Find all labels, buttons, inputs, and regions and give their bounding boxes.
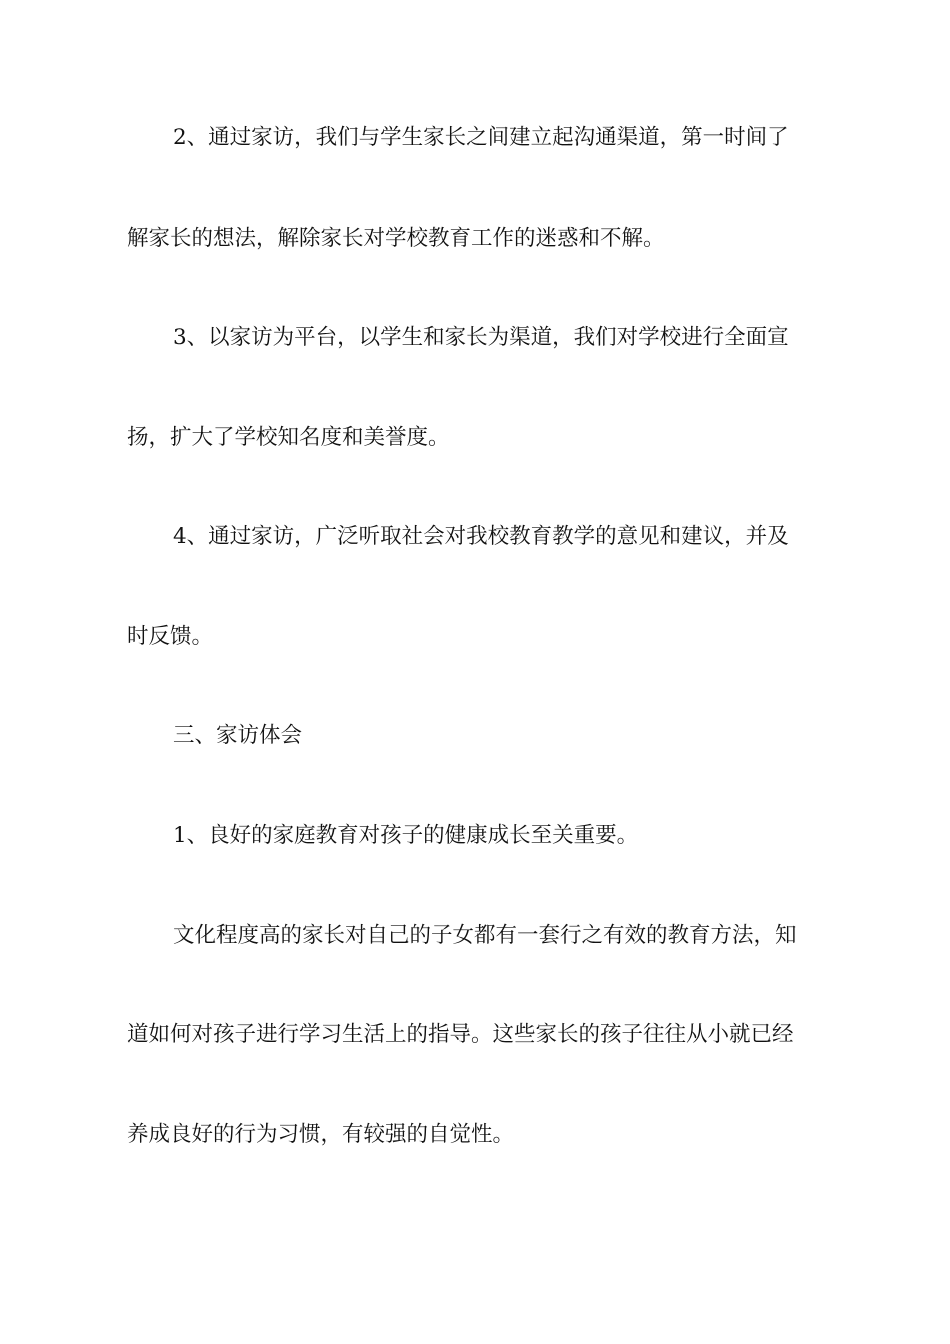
paragraph-4-line-1: 4、通过家访，广泛听取社会对我校教育教学的意见和建议，并及 bbox=[173, 524, 789, 549]
paragraph-5-line-1: 文化程度高的家长对自己的子女都有一套行之有效的教育方法，知 bbox=[173, 923, 797, 948]
paragraph-3-line-2: 扬，扩大了学校知名度和美誉度。 bbox=[127, 425, 450, 450]
paragraph-5-line-2: 道如何对孩子进行学习生活上的指导。这些家长的孩子往往从小就已经 bbox=[127, 1022, 794, 1047]
section-heading: 三、家访体会 bbox=[173, 723, 303, 748]
paragraph-2-line-1: 2、通过家访，我们与学生家长之间建立起沟通渠道，第一时间了 bbox=[173, 125, 789, 150]
paragraph-4-line-2: 时反馈。 bbox=[127, 624, 214, 649]
point-1-heading: 1、良好的家庭教育对孩子的健康成长至关重要。 bbox=[173, 823, 639, 848]
paragraph-5-line-3: 养成良好的行为习惯，有较强的自觉性。 bbox=[127, 1122, 515, 1147]
paragraph-3-line-1: 3、以家访为平台，以学生和家长为渠道，我们对学校进行全面宣 bbox=[173, 325, 789, 350]
paragraph-2-line-2: 解家长的想法，解除家长对学校教育工作的迷惑和不解。 bbox=[127, 226, 665, 251]
